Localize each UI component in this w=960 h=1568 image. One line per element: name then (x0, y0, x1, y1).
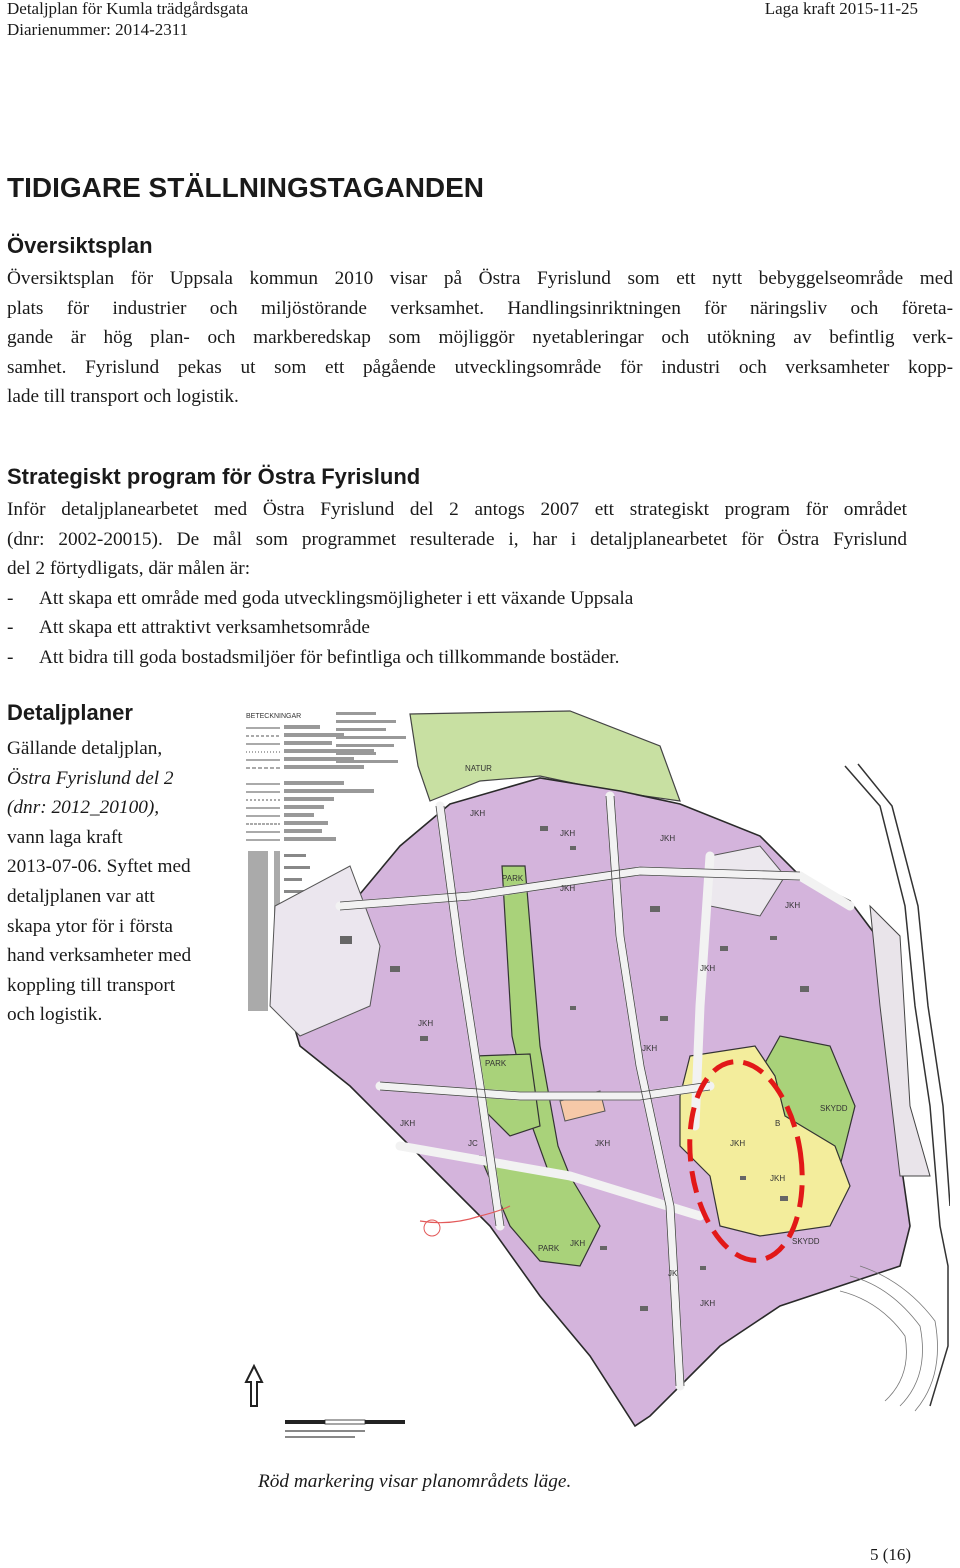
map-label: PARK (485, 1059, 507, 1068)
goal-list-item (7, 584, 633, 614)
goal-text: Att skapa ett attraktivt verksamhetsområde (39, 617, 370, 638)
map-label: JKH (642, 1044, 658, 1053)
map-label: JC (468, 1139, 478, 1148)
paragraph-line: plats för industrier och miljöstörande verksamhet. Handlingsinriktningen för näringsliv och företa- (7, 297, 953, 319)
paragraph-line: Översiktsplan för Uppsala kommun 2010 visar på Östra Fyrislund som ett nytt bebyggelseområde med (7, 268, 953, 289)
map-label: SKYDD (820, 1104, 848, 1113)
header-laga-kraft: Laga kraft 2015-11-25 (764, 0, 918, 18)
page-number: 5 (16) (870, 1545, 912, 1564)
map-label: JKH (570, 1239, 586, 1248)
detaljplaner-line: (dnr: 2012_20100), (7, 797, 160, 819)
page-title: TIDIGARE STÄLLNINGSTAGANDEN (7, 172, 485, 203)
map-label: JKH (770, 1174, 786, 1183)
strategiskt-paragraph (7, 495, 907, 584)
detaljplaner-line: Gällande detaljplan, (7, 738, 163, 759)
bullet-dash: - (7, 617, 14, 638)
map-label: JKH (785, 901, 801, 910)
paragraph-line: del 2 förtydligats, där målen är: (7, 558, 251, 580)
map-label: JK (668, 1269, 678, 1278)
section-heading-strategiskt-program: Strategiskt program för Östra Fyrislund (7, 464, 421, 489)
detail-plan-map (240, 706, 950, 1446)
map-info-block (335, 710, 420, 770)
paragraph-line: Inför detaljplanearbetet med Östra Fyrislund del 2 antogs 2007 ett strategiskt program för området (7, 499, 907, 520)
map-label: JKH (595, 1139, 611, 1148)
bullet-dash: - (7, 588, 14, 609)
detaljplaner-line: detaljplanen var att (7, 885, 155, 907)
map-label: PARK (502, 874, 524, 883)
bullet-dash: - (7, 647, 14, 668)
map-label: JKH (560, 884, 576, 893)
map-label: JKH (560, 829, 576, 838)
map-label: JKH (400, 1119, 416, 1128)
detaljplaner-line: koppling till transport (7, 974, 176, 996)
detaljplaner-line: 2013-07-06. Syftet med (7, 856, 191, 878)
north-arrow-icon (246, 1366, 262, 1406)
goal-list-item (7, 643, 619, 673)
paragraph-line: gande är hög plan- och markberedskap som möjliggör nyetableringar och utökning av befintlig verk- (7, 327, 953, 349)
legend-title: BETECKNINGAR (246, 713, 302, 720)
header-diarienummer: Diarienummer: 2014-2311 (7, 20, 189, 39)
detaljplaner-line: och logistik. (7, 1004, 103, 1026)
map-label: JKH (470, 809, 486, 818)
map-label: JKH (660, 834, 676, 843)
map-caption: Röd markering visar planområdets läge. (258, 1471, 572, 1492)
map-label: JKH (730, 1139, 746, 1148)
goal-text: Att bidra till goda bostadsmiljöer för befintliga och tillkommande bostäder. (39, 647, 620, 668)
detaljplaner-line: skapa ytor för i första (7, 915, 173, 937)
map-label: SKYDD (792, 1237, 820, 1246)
paragraph-line: (dnr: 2002-20015). De mål som programmet resulterade i, har i detaljplanearbetet för Östra Fyrislund (7, 528, 907, 550)
header-document-title: Detaljplan för Kumla trädgårdsgata (7, 0, 249, 18)
map-label: B (775, 1119, 781, 1128)
map-label: JKH (418, 1019, 434, 1028)
map-label: PARK (538, 1244, 560, 1253)
detaljplaner-text (7, 734, 222, 1030)
contour-lines (840, 1266, 938, 1411)
detaljplaner-line: vann laga kraft (7, 826, 123, 848)
paragraph-line: samhet. Fyrislund pekas ut som ett pågående utvecklingsområde för industri och verksamheter kopp- (7, 356, 953, 378)
map-label: NATUR (465, 764, 492, 773)
goal-list-item (7, 613, 370, 643)
detaljplaner-line: hand verksamheter med (7, 945, 192, 967)
paragraph-line: lade till transport och logistik. (7, 386, 239, 408)
map-label: JKH (700, 1299, 716, 1308)
section-heading-detaljplaner: Detaljplaner (7, 700, 133, 725)
map-label: JKH (700, 964, 716, 973)
detaljplaner-line: Östra Fyrislund del 2 (7, 767, 174, 789)
oversiktsplan-paragraph (7, 264, 953, 412)
goal-text: Att skapa ett område med goda utvecklingsmöjligheter i ett växande Uppsala (39, 588, 634, 609)
scale-bar (285, 1420, 405, 1438)
section-heading-oversiktsplan: Översiktsplan (7, 233, 153, 258)
